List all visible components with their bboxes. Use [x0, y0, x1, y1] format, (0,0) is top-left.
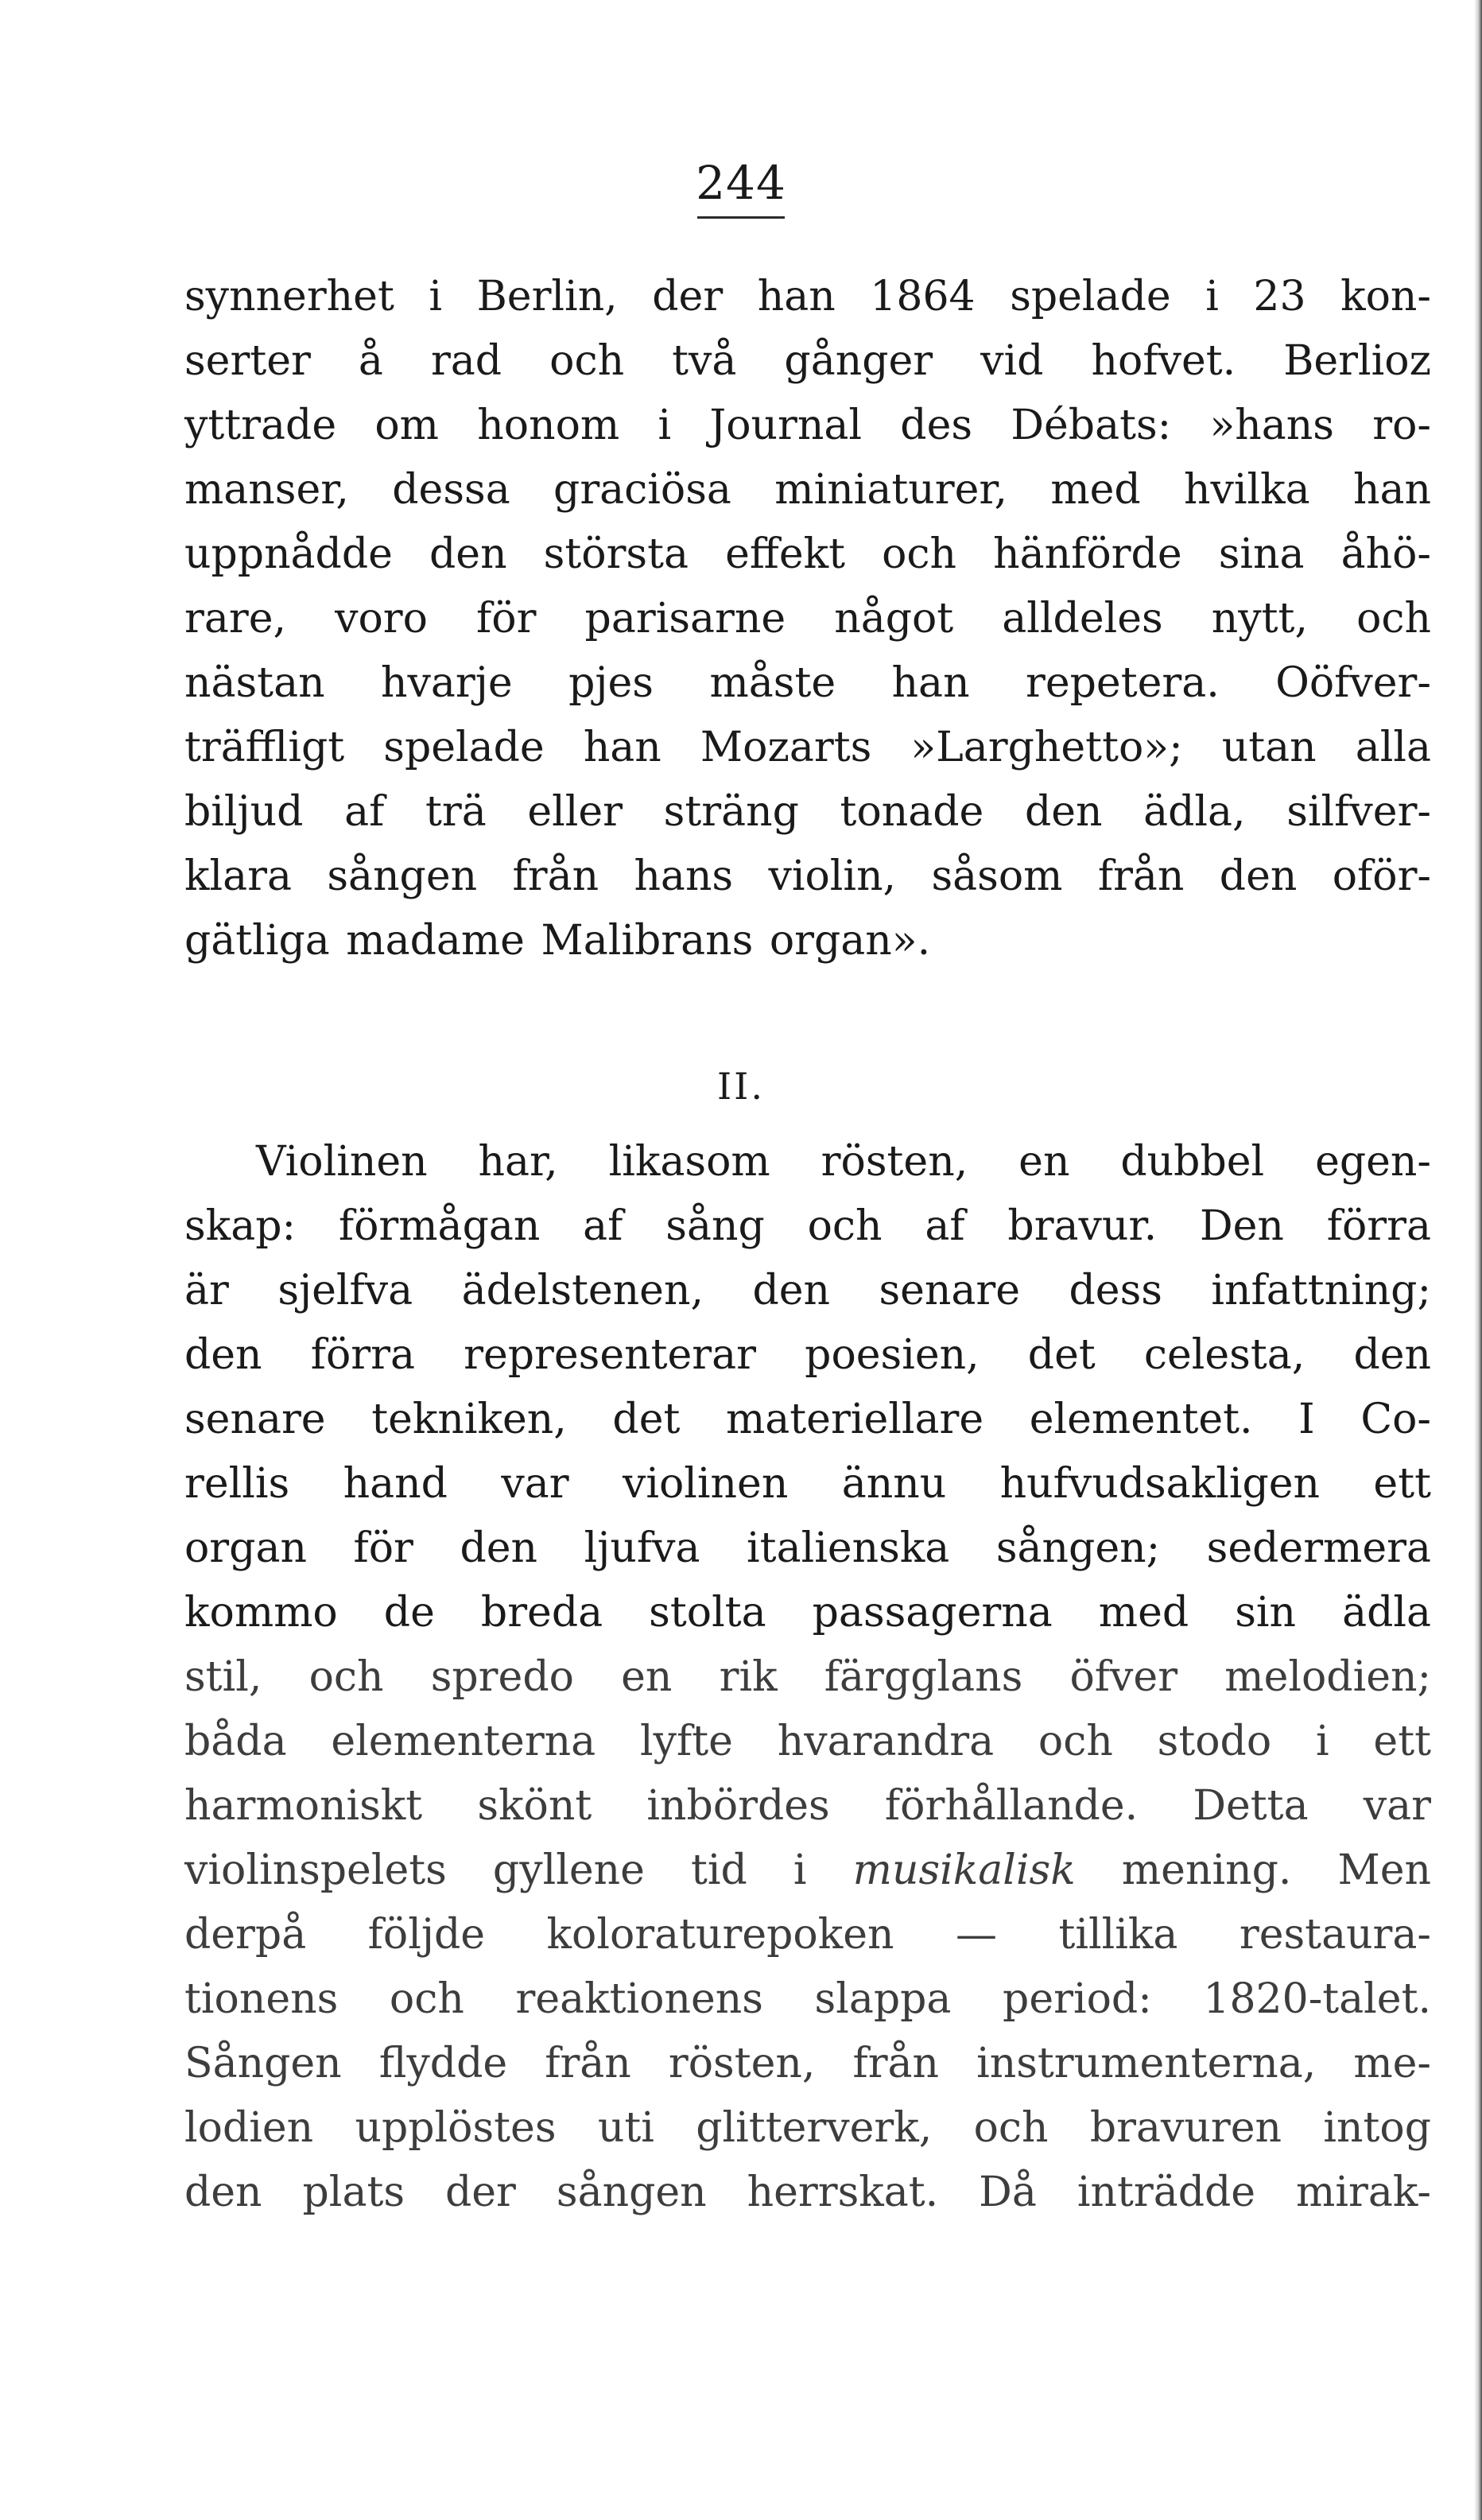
text-line: är sjelfva ädelstenen, den senare dess infattning;: [184, 1267, 1431, 1314]
text-line: manser, dessa graciösa miniaturer, med hvilka han: [184, 466, 1431, 514]
text-line: biljud af trä eller sträng tonade den ädla, silfver-: [184, 788, 1431, 836]
text-line: den plats der sången herrskat. Då inträdde mirak-: [184, 2169, 1431, 2216]
text-line: Violinen har, likasom rösten, en dubbel egen-: [256, 1138, 1431, 1186]
text-line: yttrade om honom i Journal des Débats: »hans ro-: [184, 402, 1431, 449]
text-line: organ för den ljufva italienska sången; sedermera: [184, 1524, 1431, 1572]
text-line: gätliga madame Malibrans organ».: [184, 917, 931, 965]
text-line: nästan hvarje pjes måste han repetera. Oöfver-: [184, 659, 1431, 707]
text-segment: mening. Men: [1075, 1846, 1432, 1894]
text-line: skap: förmågan af sång och af bravur. Den förra: [184, 1202, 1431, 1250]
text-line: träffligt spelade han Mozarts »Larghetto»; utan alla: [184, 724, 1431, 771]
text-line: kommo de breda stolta passagerna med sin ädla: [184, 1589, 1431, 1637]
text-line-with-italic: [184, 1839, 1431, 1903]
page-number-rule: [697, 216, 785, 219]
page-edge-shadow: [1474, 0, 1482, 2520]
text-line: serter å rad och två gånger vid hofvet. Berlioz: [184, 337, 1431, 385]
text-segment: violinspelets gyllene tid i: [184, 1846, 853, 1894]
text-line: stil, och spredo en rik färgglans öfver melodien;: [184, 1653, 1431, 1701]
text-line: senare tekniken, det materiellare elementet. I Co-: [184, 1396, 1431, 1443]
text-line: harmoniskt skönt inbördes förhållande. Detta var: [184, 1782, 1431, 1830]
text-line: tionens och reaktionens slappa period: 1820-talet.: [184, 1975, 1431, 2023]
text-line: båda elementerna lyfte hvarandra och stodo i ett: [184, 1718, 1431, 1765]
text-line: den förra representerar poesien, det celesta, den: [184, 1331, 1431, 1379]
text-line: Sången flydde från rösten, från instrumenterna, me-: [184, 2040, 1431, 2087]
section-heading: II.: [717, 1065, 765, 1108]
text-line: rare, voro för parisarne något alldeles nytt, och: [184, 595, 1431, 643]
paragraph-1: [184, 265, 1431, 973]
paragraph-2: [184, 1130, 1431, 2225]
page-number: 244: [696, 156, 786, 210]
text-line: klara sången från hans violin, såsom från den oför-: [184, 852, 1431, 900]
text-line: synnerhet i Berlin, der han 1864 spelade i 23 kon-: [184, 273, 1431, 320]
text-line: uppnådde den största effekt och hänförde sina åhö-: [184, 530, 1431, 578]
text-line: lodien upplöstes uti glitterverk, och bravuren intog: [184, 2104, 1431, 2152]
italic-word: musikalisk: [852, 1846, 1076, 1894]
text-line: rellis hand var violinen ännu hufvudsakligen ett: [184, 1460, 1431, 1508]
text-line: derpå följde koloraturepoken — tillika restaura-: [184, 1911, 1431, 1959]
